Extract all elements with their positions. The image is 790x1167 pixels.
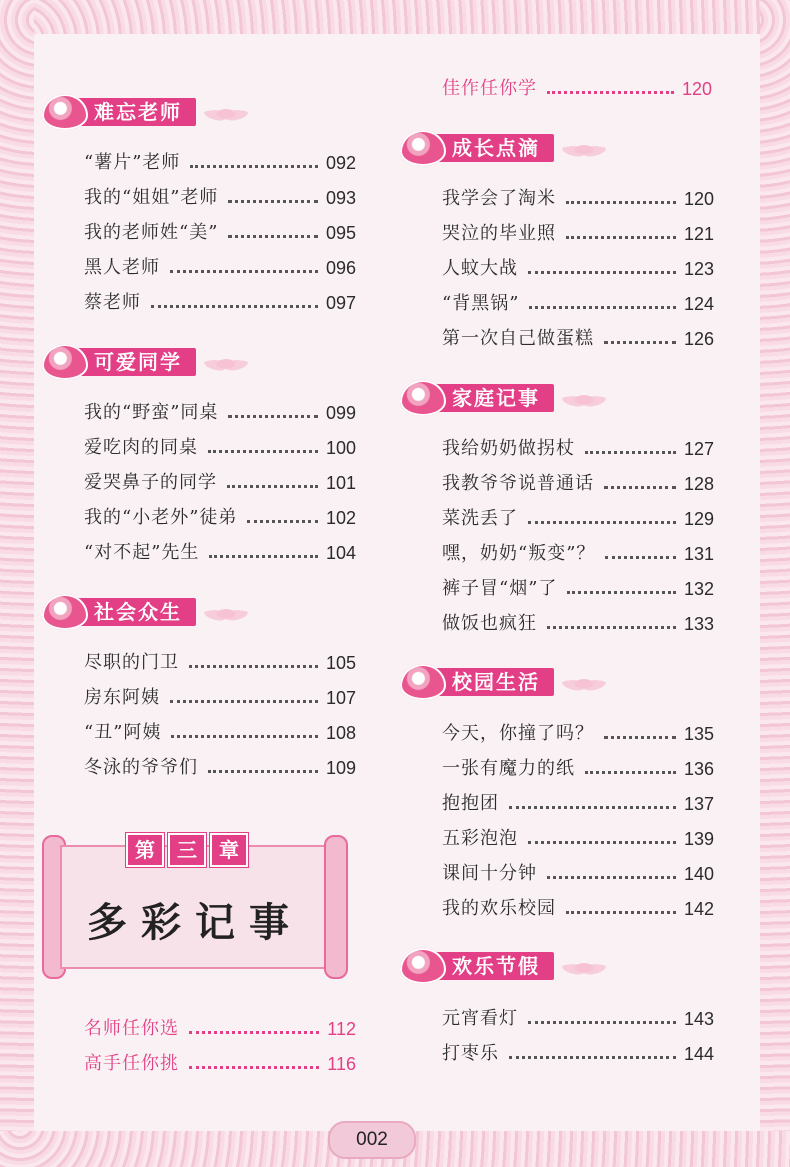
cloud-icon: [204, 353, 248, 371]
flower-badge-icon: [400, 948, 446, 984]
toc-entry-page: 102: [325, 508, 356, 528]
section-title: 成长点滴: [434, 134, 554, 162]
toc-entry-title: 房东阿姨: [84, 687, 160, 708]
toc-entry-title: 佳作任你学: [442, 78, 537, 99]
dot-leader: [227, 485, 318, 488]
toc-entry-page: 127: [683, 439, 714, 459]
toc-entry-title: “对不起”先生: [84, 542, 200, 563]
toc-entry[interactable]: [442, 221, 714, 245]
toc-entry-page: 120: [683, 189, 714, 209]
toc-entry-page: 144: [683, 1044, 714, 1064]
dot-leader: [171, 735, 318, 738]
toc-entry-page: 121: [683, 224, 714, 244]
dot-leader: [547, 626, 676, 629]
toc-entry-page: 093: [325, 188, 356, 208]
dot-leader: [605, 556, 676, 559]
toc-entry[interactable]: [84, 1016, 356, 1040]
toc-entry-page: 101: [325, 473, 356, 493]
toc-entry-page: 132: [683, 579, 714, 599]
toc-entry-title: 元宵看灯: [442, 1008, 518, 1029]
dot-leader: [547, 91, 674, 94]
section-title: 可爱同学: [76, 348, 196, 376]
toc-entry-page: 140: [683, 864, 714, 884]
dot-leader: [604, 486, 676, 489]
toc-entry-title: 尽职的门卫: [84, 652, 179, 673]
section-title: 难忘老师: [76, 98, 196, 126]
dot-leader: [585, 771, 676, 774]
toc-entry-title: 菜洗丢了: [442, 508, 518, 529]
dot-leader: [228, 235, 318, 238]
toc-entry[interactable]: [442, 506, 714, 530]
toc-entry[interactable]: [84, 435, 356, 459]
chapter-label-char: 第: [126, 833, 164, 867]
cloud-icon: [204, 603, 248, 621]
toc-entry-title: “背黑锅”: [442, 293, 520, 314]
toc-entry-page: 116: [327, 1054, 356, 1074]
toc-entry-title: 今天，你撞了吗？: [442, 723, 594, 744]
toc-entry-page: 095: [325, 223, 356, 243]
dot-leader: [567, 591, 676, 594]
toc-entry[interactable]: [442, 826, 714, 850]
toc-entry[interactable]: [442, 1006, 714, 1030]
toc-entry[interactable]: [84, 540, 356, 564]
section-header: [42, 592, 248, 632]
page-number: 002: [328, 1121, 416, 1159]
decorative-border: [0, 0, 34, 1167]
dot-leader: [528, 1021, 676, 1024]
toc-entry-page: 136: [683, 759, 714, 779]
toc-entry[interactable]: [84, 685, 356, 709]
toc-entry-page: 123: [683, 259, 714, 279]
toc-entry-title: 我给奶奶做拐杖: [442, 438, 575, 459]
toc-entry-title: 黑人老师: [84, 257, 160, 278]
toc-entry-page: 120: [681, 79, 712, 99]
toc-entry[interactable]: [84, 400, 356, 424]
dot-leader: [566, 911, 676, 914]
toc-entry[interactable]: [442, 756, 714, 780]
dot-leader: [528, 841, 676, 844]
toc-entry-page: 097: [325, 293, 356, 313]
toc-entry[interactable]: [84, 505, 356, 529]
toc-entry-title: 课间十分钟: [442, 863, 537, 884]
flower-badge-icon: [42, 594, 88, 630]
dot-leader: [566, 236, 676, 239]
toc-entry[interactable]: [442, 861, 714, 885]
flower-badge-icon: [42, 94, 88, 130]
dot-leader: [208, 450, 318, 453]
toc-entry-title: 我的“小老外”徒弟: [84, 507, 238, 528]
toc-entry-title: 我的“姐姐”老师: [84, 187, 219, 208]
toc-entry-page: 137: [683, 794, 714, 814]
section-header: [42, 92, 248, 132]
toc-entry-title: 人蚊大战: [442, 258, 518, 279]
decorative-border: [760, 0, 790, 1167]
toc-entry-title: 爱吃肉的同桌: [84, 437, 198, 458]
flower-badge-icon: [400, 664, 446, 700]
toc-entry[interactable]: [442, 256, 714, 280]
toc-entry-title: “薯片”老师: [84, 152, 181, 173]
toc-entry[interactable]: [442, 186, 714, 210]
toc-entry-page: 107: [325, 688, 356, 708]
flower-badge-icon: [400, 130, 446, 166]
cloud-icon: [562, 673, 606, 691]
toc-entry[interactable]: [442, 76, 712, 100]
toc-entry-title: 冬泳的爷爷们: [84, 757, 198, 778]
dot-leader: [228, 415, 318, 418]
chapter-banner: [42, 835, 348, 975]
toc-entry[interactable]: [442, 1041, 714, 1065]
toc-entry[interactable]: [84, 650, 356, 674]
toc-entry-page: 104: [325, 543, 356, 563]
toc-entry-title: 我学会了淘米: [442, 188, 556, 209]
dot-leader: [189, 1031, 319, 1034]
dot-leader: [228, 200, 318, 203]
toc-entry[interactable]: [84, 185, 356, 209]
toc-entry-page: 129: [683, 509, 714, 529]
section-header: [400, 128, 606, 168]
toc-entry[interactable]: [442, 721, 714, 745]
dot-leader: [509, 1056, 676, 1059]
dot-leader: [585, 451, 676, 454]
toc-entry[interactable]: [442, 541, 714, 565]
toc-entry-page: 124: [683, 294, 714, 314]
toc-entry-title: 一张有魔力的纸: [442, 758, 575, 779]
toc-entry-title: 做饭也疯狂: [442, 613, 537, 634]
toc-entry[interactable]: [442, 291, 714, 315]
toc-entry-page: 131: [683, 544, 714, 564]
section-header: [42, 342, 248, 382]
toc-entry[interactable]: [84, 720, 356, 744]
toc-entry[interactable]: [442, 436, 714, 460]
toc-entry-page: 099: [325, 403, 356, 423]
toc-entry-page: 128: [683, 474, 714, 494]
toc-entry-title: 我教爷爷说普通话: [442, 473, 594, 494]
dot-leader: [170, 270, 318, 273]
dot-leader: [170, 700, 318, 703]
toc-entry[interactable]: [442, 326, 714, 350]
dot-leader: [209, 555, 318, 558]
toc-entry-page: 112: [327, 1019, 356, 1039]
dot-leader: [189, 665, 318, 668]
section-title: 校园生活: [434, 668, 554, 696]
toc-entry[interactable]: [442, 611, 714, 635]
section-title: 社会众生: [76, 598, 196, 626]
toc-entry-page: 092: [325, 153, 356, 173]
dot-leader: [190, 165, 318, 168]
toc-entry[interactable]: [442, 896, 714, 920]
toc-entry-title: 嘿，奶奶“叛变”？: [442, 543, 596, 564]
chapter-title: 多彩记事: [87, 899, 303, 946]
dot-leader: [208, 770, 318, 773]
dot-leader: [247, 520, 318, 523]
dot-leader: [509, 806, 676, 809]
toc-entry-title: 第一次自己做蛋糕: [442, 328, 594, 349]
toc-entry-page: 135: [683, 724, 714, 744]
dot-leader: [604, 341, 676, 344]
toc-entry[interactable]: [442, 576, 714, 600]
toc-entry[interactable]: [84, 150, 356, 174]
toc-entry-title: 高手任你挑: [84, 1053, 179, 1074]
toc-entry-page: 108: [325, 723, 356, 743]
section-title: 家庭记事: [434, 384, 554, 412]
toc-entry[interactable]: [442, 471, 714, 495]
toc-entry-title: 爱哭鼻子的同学: [84, 472, 217, 493]
toc-entry-page: 142: [683, 899, 714, 919]
dot-leader: [528, 521, 676, 524]
toc-entry[interactable]: [84, 755, 356, 779]
toc-entry-page: 139: [683, 829, 714, 849]
toc-entry[interactable]: [442, 791, 714, 815]
toc-entry-page: 109: [325, 758, 356, 778]
cloud-icon: [562, 389, 606, 407]
toc-entry-title: 名师任你选: [84, 1018, 179, 1039]
toc-entry[interactable]: [84, 255, 356, 279]
flower-badge-icon: [42, 344, 88, 380]
toc-entry-title: 我的“野蛮”同桌: [84, 402, 219, 423]
cloud-icon: [562, 139, 606, 157]
section-title: 欢乐节假: [434, 952, 554, 980]
toc-entry-title: 我的欢乐校园: [442, 898, 556, 919]
chapter-label-char: 章: [210, 833, 248, 867]
section-header: [400, 378, 606, 418]
toc-entry-title: 哭泣的毕业照: [442, 223, 556, 244]
toc-entry-title: 五彩泡泡: [442, 828, 518, 849]
dot-leader: [604, 736, 676, 739]
chapter-label-char: 三: [168, 833, 206, 867]
dot-leader: [529, 306, 676, 309]
dot-leader: [528, 271, 676, 274]
section-header: [400, 662, 606, 702]
toc-entry-title: 我的老师姓“美”: [84, 222, 219, 243]
toc-entry-title: “丑”阿姨: [84, 722, 162, 743]
toc-entry-title: 打枣乐: [442, 1043, 499, 1064]
chapter-label: [126, 833, 248, 867]
section-header: [400, 946, 606, 986]
toc-entry[interactable]: [84, 470, 356, 494]
flower-badge-icon: [400, 380, 446, 416]
dot-leader: [547, 876, 676, 879]
toc-entry-page: 133: [683, 614, 714, 634]
dot-leader: [151, 305, 318, 308]
toc-entry-title: 抱抱团: [442, 793, 499, 814]
cloud-icon: [562, 957, 606, 975]
cloud-icon: [204, 103, 248, 121]
toc-entry-title: 蔡老师: [84, 292, 141, 313]
toc-entry-page: 100: [325, 438, 356, 458]
toc-entry-title: 裤子冒“烟”了: [442, 578, 558, 599]
toc-entry[interactable]: [84, 220, 356, 244]
dot-leader: [189, 1066, 319, 1069]
dot-leader: [566, 201, 676, 204]
decorative-border: [0, 0, 790, 34]
toc-entry-page: 126: [683, 329, 714, 349]
toc-entry-page: 105: [325, 653, 356, 673]
toc-entry-page: 143: [683, 1009, 714, 1029]
toc-entry[interactable]: [84, 290, 356, 314]
toc-entry[interactable]: [84, 1051, 356, 1075]
toc-entry-page: 096: [325, 258, 356, 278]
